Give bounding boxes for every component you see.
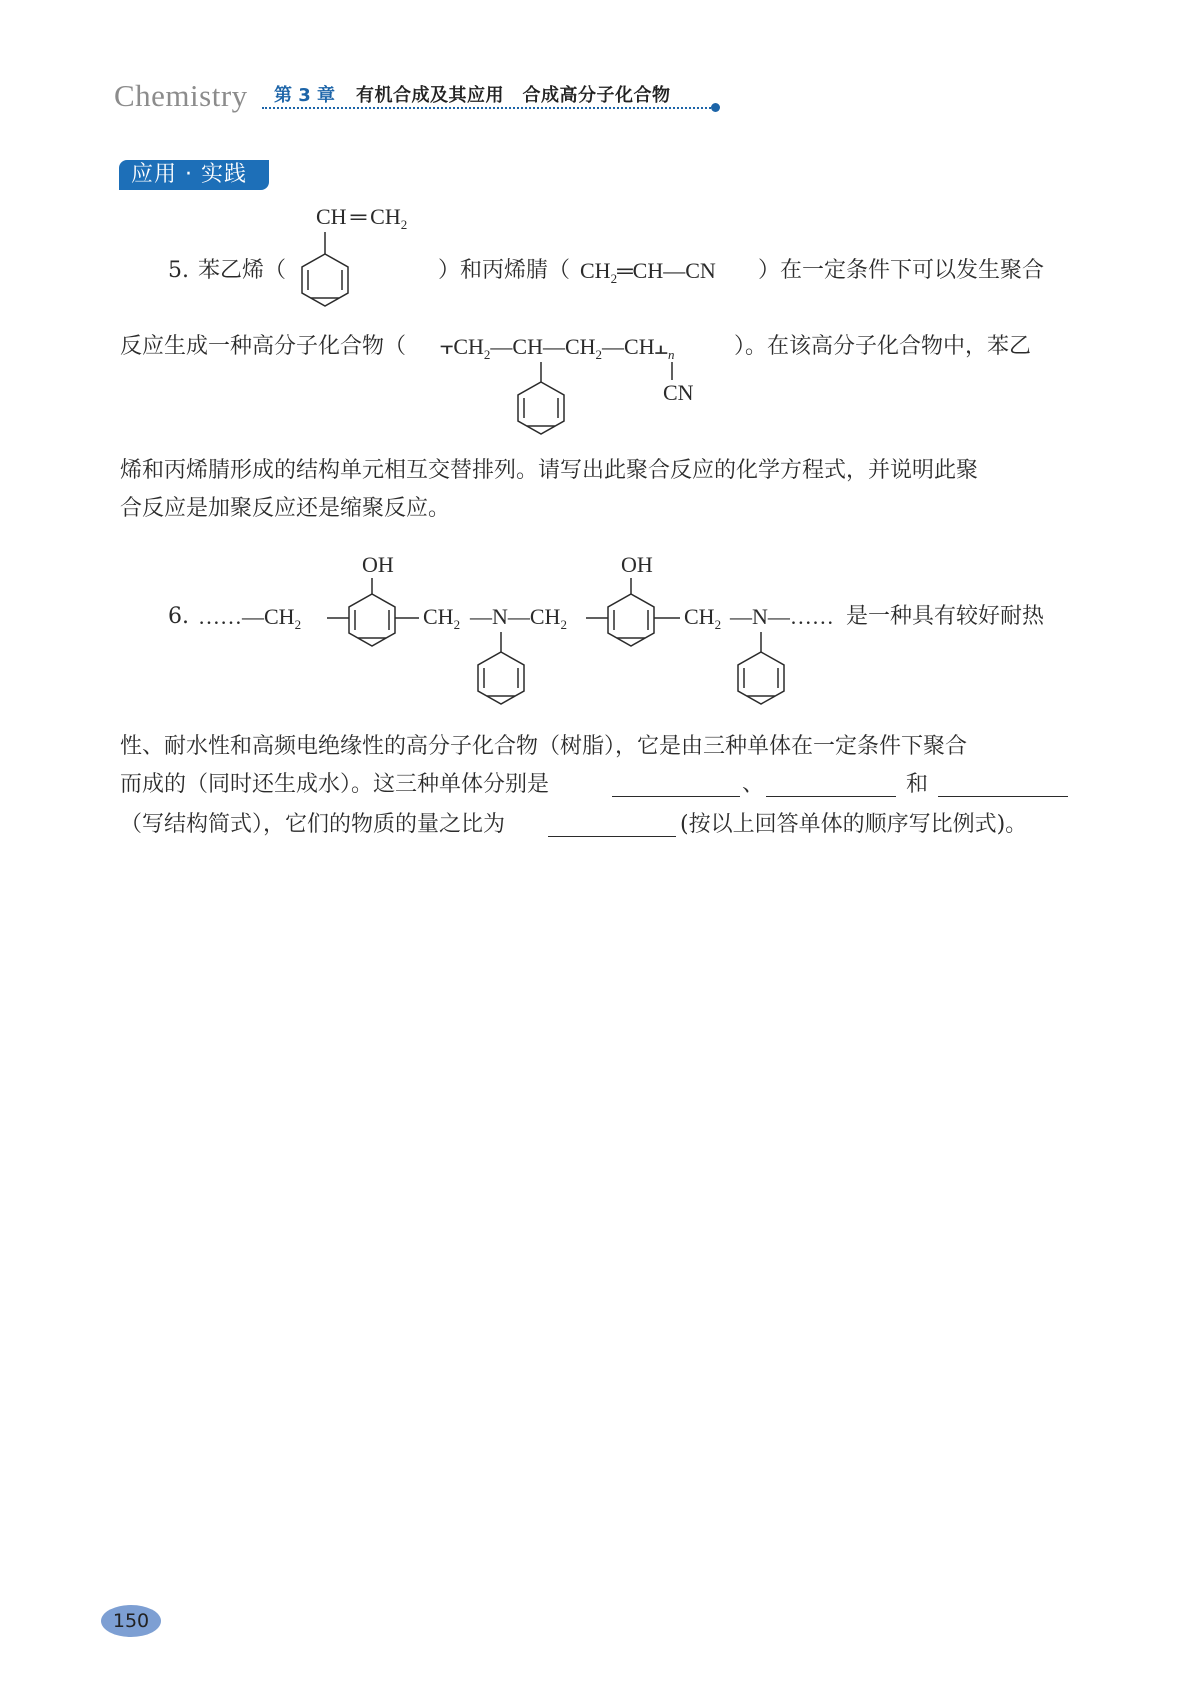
q5-number: 5. <box>168 258 189 283</box>
resin-oh-1: OH <box>362 552 394 577</box>
q5-styrene-name: 苯乙烯（ <box>198 258 287 283</box>
resin-seg-1: $\dots\dots—CH_2$ <box>198 604 302 632</box>
answer-blank-monomer-2[interactable] <box>766 796 896 797</box>
styrene-vinyl-group: CH ═ $CH_2$ <box>316 204 408 232</box>
answer-blank-monomer-1[interactable] <box>612 796 740 797</box>
polymer-cn-group: CN <box>663 380 694 405</box>
resin-seg-2: $CH_2$ <box>423 604 461 632</box>
q6-line1-tail: 是一种具有较好耐热 <box>846 604 1045 629</box>
q5-line4: 合反应是加聚反应还是缩聚反应。 <box>120 496 451 521</box>
q6-line4-after: (按以上回答单体的顺序写比例式)。 <box>680 812 1028 837</box>
header-chapter: 第 3 章 <box>274 85 336 106</box>
resin-oh-2: OH <box>621 552 653 577</box>
acrylonitrile-formula: $CH_2═CH—CN$ <box>580 258 716 286</box>
header-brand: Chemistry <box>114 78 248 113</box>
q6-sep2: 和 <box>906 772 929 797</box>
q6-line3-before: 而成的（同时还生成水）。这三种单体分别是 <box>120 772 550 797</box>
q6-line2: 性、耐水性和高频电绝缘性的高分子化合物（树脂），它是由三种单体在一定条件下聚合 <box>120 734 968 759</box>
resin-seg-3: $—N—CH_2$ <box>470 604 567 632</box>
q6-number: 6. <box>168 604 189 629</box>
answer-blank-monomer-3[interactable] <box>938 796 1068 797</box>
q5-line2-after: ）。在该高分子化合物中，苯乙 <box>734 334 1032 359</box>
header-chapter-title: 有机合成及其应用 合成高分子化合物 <box>356 85 671 106</box>
polymer-formula: $⫟CH_2—CH—CH_2—CH⫠_n$ <box>440 334 675 362</box>
answer-blank-ratio[interactable] <box>548 836 676 837</box>
q6-sep1: 、 <box>742 772 765 797</box>
q5-line2-before: 反应生成一种高分子化合物（ <box>120 334 407 359</box>
q5-line3: 烯和丙烯腈形成的结构单元相互交替排列。请写出此聚合反应的化学方程式，并说明此聚 <box>120 458 979 483</box>
q5-line1-tail: ）在一定条件下可以发生聚合 <box>758 258 1045 283</box>
q5-line1-after: ）和丙烯腈（ <box>438 258 571 283</box>
q6-line4-before: （写结构简式），它们的物质的量之比为 <box>120 812 506 837</box>
page-number: 150 <box>101 1605 161 1637</box>
resin-seg-4: $CH_2$ <box>684 604 722 632</box>
resin-seg-5: —N—…… <box>730 604 834 629</box>
section-tab: 应用 · 实践 <box>119 160 269 190</box>
